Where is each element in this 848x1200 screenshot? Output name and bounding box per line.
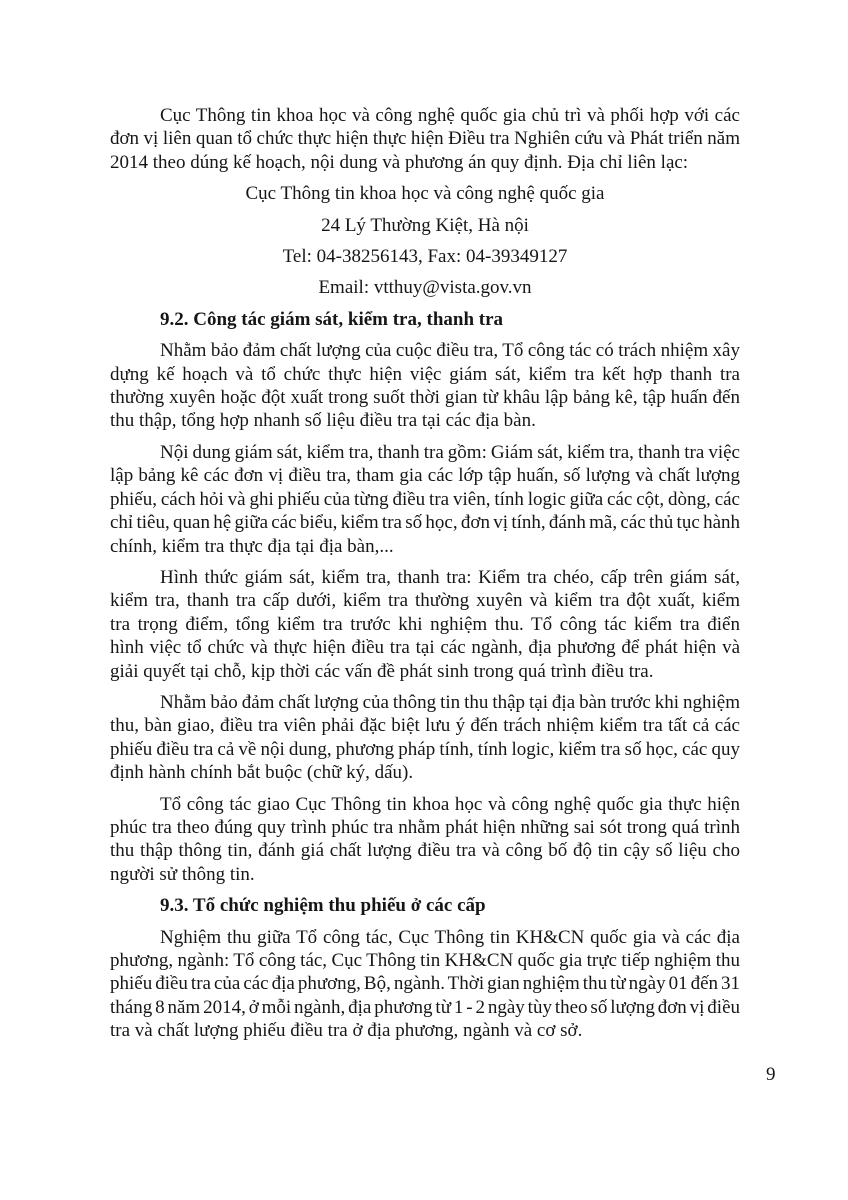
section-heading-9-3: 9.3. Tổ chức nghiệm thu phiếu ở các cấp — [160, 895, 486, 917]
text-line: Nghiệm thu giữa Tổ công tác, Cục Thông tin KH&CN quốc gia và các địa — [160, 926, 740, 948]
text-line: giải quyết tại chỗ, kịp thời các vấn đề phát sinh trong quá trình điều tra. — [110, 660, 654, 682]
text-line: định hành chính bắt buộc (chữ ký, dấu). — [110, 762, 414, 784]
text-line: thu, bàn giao, điều tra viên phải đặc biệt lưu ý đến trách nhiệm kiểm tra tất cả các — [110, 715, 740, 737]
data-quality-paragraph — [110, 691, 740, 785]
text-line: thu thập, tổng hợp nhanh số liệu điều tra tại các địa bàn. — [110, 410, 536, 432]
text-line: người sử thông tin. — [110, 863, 255, 885]
text-line: Hình thức giám sát, kiểm tra, thanh tra: Kiểm tra chéo, cấp trên giám sát, — [160, 566, 740, 588]
verification-paragraph — [110, 793, 740, 887]
text-line: tra trọng điểm, tổng kiểm tra trước khi nghiệm thu. Tổ công tác kiểm tra điển — [110, 613, 740, 635]
text-line: hình việc tổ chức và thực hiện điều tra tại các ngành, địa phương để phát hiện và — [110, 637, 740, 659]
text-line: chỉ tiêu, quan hệ giữa các biểu, kiểm tra số học, đơn vị tính, đánh mã, các thủ tục hành — [110, 512, 740, 534]
text-line: dựng kế hoạch và tổ chức thực hiện việc giám sát, kiểm tra kết hợp thanh tra — [110, 363, 740, 385]
page-number: 9 — [766, 1064, 776, 1085]
text-line: đơn vị liên quan tổ chức thực hiện thực hiện Điều tra Nghiên cứu và Phát triển năm — [110, 128, 740, 150]
text-line: 2014 theo dúng kế hoạch, nội dung và phương án quy định. Địa chỉ liên lạc: — [110, 151, 689, 173]
text-line: lập bảng kê các đơn vị điều tra, tham gia các lớp tập huấn, số lượng và chất lượng — [110, 465, 740, 487]
text-line: thu thập thông tin, đánh giá chất lượng điều tra và công bố độ tin cậy số liệu cho — [110, 840, 740, 862]
text-line: thường xuyên hoặc đột xuất trong suốt thời gian từ khâu lập bảng kê, tập huấn đến — [110, 387, 740, 409]
supervision-content-paragraph — [110, 441, 740, 558]
section-heading-9-2: 9.2. Công tác giám sát, kiểm tra, thanh tra — [160, 308, 504, 330]
text-line: Nhằm bảo đảm chất lượng của cuộc điều tra, Tổ công tác có trách nhiệm xây — [160, 340, 740, 362]
text-line: Cục Thông tin khoa học và công nghệ quốc gia chủ trì và phối hợp với các — [160, 105, 740, 126]
intro-paragraph — [110, 104, 740, 174]
document-body — [110, 104, 740, 1043]
supervision-purpose-paragraph — [110, 339, 740, 433]
text-line: Nội dung giám sát, kiểm tra, thanh tra gồm: Giám sát, kiểm tra, thanh tra việc — [160, 441, 740, 463]
org-email-line: Email: vtthuy@vista.gov.vn — [318, 277, 532, 299]
text-line: kiểm tra, thanh tra cấp dưới, kiểm tra thường xuyên và kiểm tra đột xuất, kiểm — [110, 590, 740, 612]
text-line: phiếu, cách hỏi và ghi phiếu của từng điều tra viên, tính logic giữa các cột, dòng, các — [110, 488, 740, 510]
text-line: Tổ công tác giao Cục Thông tin khoa học và công nghệ quốc gia thực hiện — [160, 793, 740, 815]
text-line: tháng 8 năm 2014, ở mỗi ngành, địa phương từ 1 - 2 ngày tùy theo số lượng đơn vị điều — [110, 996, 740, 1018]
text-line: phương, ngành: Tổ công tác, Cục Thông tin KH&CN quốc gia trực tiếp nghiệm thu — [110, 950, 740, 971]
org-phone-fax-line: Tel: 04-38256143, Fax: 04-39349127 — [282, 246, 568, 268]
org-name-line: Cục Thông tin khoa học và công nghệ quốc gia — [245, 183, 605, 205]
org-address-line: 24 Lý Thường Kiệt, Hà nội — [321, 214, 529, 236]
text-line: phiếu điều tra cả về nội dung, phương pháp tính, tính logic, kiểm tra số học, các quy — [110, 738, 740, 760]
text-line: chính, kiểm tra thực địa tại địa bàn,... — [110, 535, 394, 557]
acceptance-paragraph — [110, 926, 740, 1043]
text-line: tra và chất lượng phiếu điều tra ở địa phương, ngành và cơ sở. — [110, 1020, 583, 1042]
supervision-methods-paragraph — [110, 566, 740, 683]
text-line: phiếu điều tra của các địa phương, Bộ, ngành. Thời gian nghiệm thu từ ngày 01 đến 31 — [110, 973, 740, 995]
text-line: phúc tra theo đúng quy trình phúc tra nhằm phát hiện những sai sót trong quá trình — [110, 816, 740, 838]
text-line: Nhằm bảo đảm chất lượng của thông tin thu thập tại địa bàn trước khi nghiệm — [160, 691, 740, 713]
